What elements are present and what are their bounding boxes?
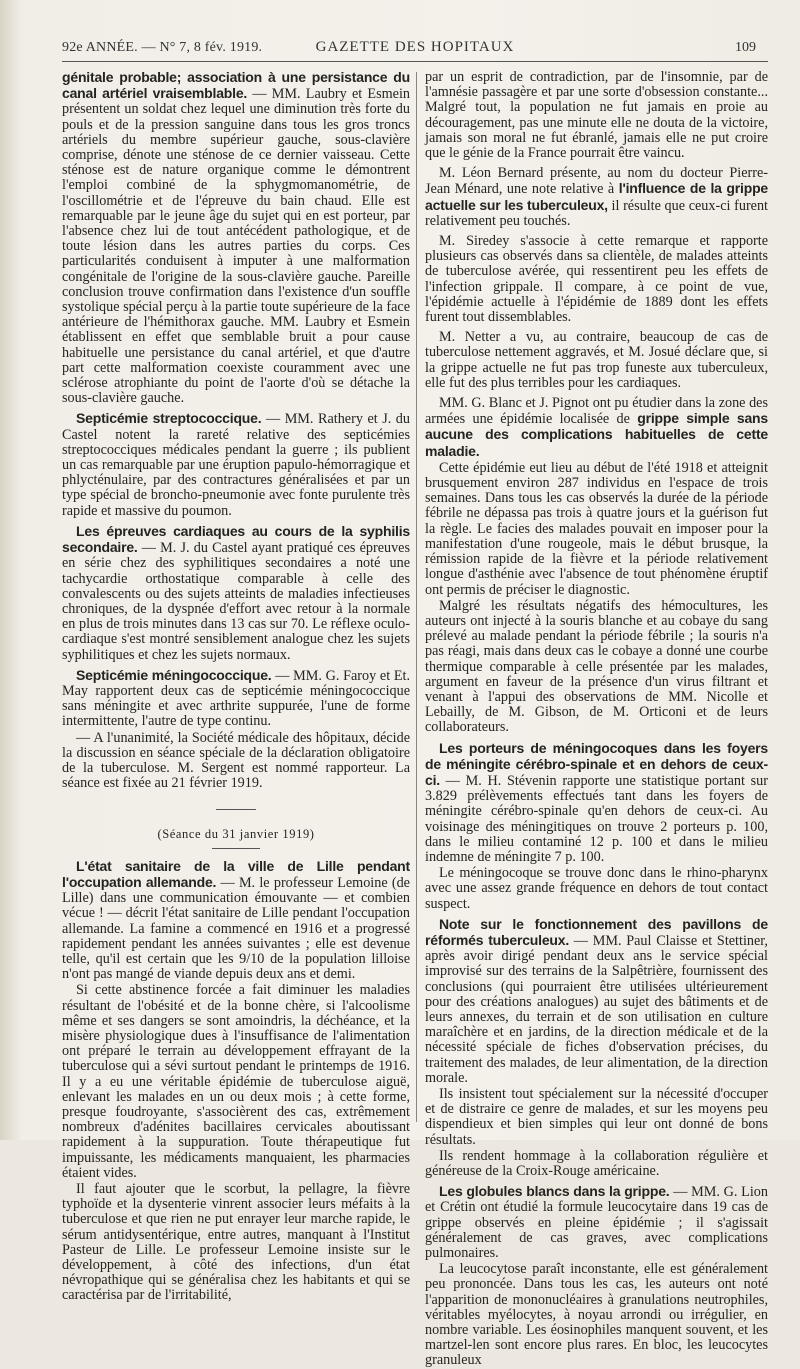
section-separator bbox=[62, 801, 410, 816]
column-divider bbox=[416, 72, 417, 1122]
article-stenose bbox=[62, 70, 410, 406]
issue-info: 92e ANNÉE. — N° 7, 8 fév. 1919. bbox=[62, 40, 263, 55]
page-number: 109 bbox=[735, 40, 756, 55]
article-grippe-tuberculeux bbox=[425, 166, 768, 229]
article-text: — M. H. Stévenin rapporte une statistique portant sur 3.829 prélèvements effectués tant dans les foyers de méningite cérébro-spinale qu'en dehors de ceux-ci. Au voisinage des méningitiques on trouve 2 porteurs p. 100, dans le milieu contaminé 12 p. 100 et dans le milieu indemne de méningite 7 p. 100. bbox=[425, 772, 768, 865]
header-rule bbox=[62, 61, 768, 62]
announcement-paragraph: — A l'unanimité, la Société médicale des hôpitaux, décide la discussion en séance spéciale de la déclaration obligatoire de la tuberculose. M. Sergent est nommé rapporteur. La séance est fixée au 21 février 1919. bbox=[62, 729, 410, 792]
article-heading: Septicémie méningococcique. bbox=[76, 666, 272, 683]
article-text: MM. G. Blanc et J. Pignot ont pu étudier dans la zone des armées une épidémie localisée de bbox=[425, 395, 768, 428]
paragraph: Si cette abstinence forcée a fait diminuer les maladies résultant de l'obésité et de la bonne chère, si l'alcoolisme même et ses dangers se sont amoindris, la déchéance, et la misère physiologique dues à l'insuffisance de l'alimentation ont préparé le terrain au développement effrayant de la tuberculose qui a sévi surtout pendant le printemps de 1916. Il y a eu une véritable épidémie de tuberculose aiguë, enlevant les malades en un ou deux mois ; à cette forme, presque foudroyante, s'associèrent des cas, extrêmement nombreux d'adénites bacillaires cervicales aboutissant rapidement à la suppuration. Toute thérapeutique fut impuissante, les médicaments manquaient, les pharmacies étaient vides. bbox=[62, 982, 410, 1181]
article-text: — MM. Rathery et J. du Castel notent la rareté relative des septicémies streptococciques médicales pendant la guerre ; ils publient un cas remarquable par une éruption papulo-hémorragique et phlycténulaire, par des contractures généralisées et par un type spécial de broncho-pneumonie avec fonte purulente très rapide et massive du poumon. bbox=[62, 411, 410, 519]
article-heading: grippe simple sans aucune des complications habituelles de cette maladie. bbox=[425, 410, 768, 459]
article-text: — MM. G. Lion et Crétin ont étudié la formule leucocytaire dans 19 cas de grippe observés en pleine épidémie ; il s'agissait généralement de cas graves, avec complications pulmonaires. bbox=[425, 1184, 768, 1262]
article-text: — MM. Laubry et Esmein présentent un soldat chez lequel une diminution très forte du pouls et de la pression sanguine dans tous les gros troncs artériels du membre supérieur gauche, sous-clavière comprise, dénote une sténose de ce dernier vaisseau. Cette sténose est de nature organique comme le démontrent l'emploi combiné de la sphygmomanométrie, de l'oscillométrie et de l'épreuve du bain chaud. Elle est remarquable par le jeune âge du sujet qui en est porteur, par l'absence chez lui de tout antécédent pathologique, et de toute lésion dans les autres parties du corps. Ces particularités conduisent à imputer à une malformation congénitale de l'origine de la sous-clavière gauche. Pareille conclusion trouve confirmation dans l'existence d'un souffle systolique spécial perçu à la partie toute supérieure de la face antérieure de l'hémithorax gauche. MM. Laubry et Esmein établissent en effet que semblable bruit a pour cause habituelle une persistance du canal artériel, et que d'autre part cette malformation coexiste couramment avec une sclérose atrophiante du point de l'aorte d'où se détache la sous-clavière gauche. bbox=[62, 86, 410, 407]
paragraph: Il faut ajouter que le scorbut, la pellagre, la fièvre typhoïde et la dysenterie vinrent associer leurs méfaits à la tuberculose et que rien ne put enrayer leur marche rapide, le sérum antidysentérique, entre autres, manquant à l'Institut Pasteur de Lille. Le professeur Lemoine insiste sur le développement, à côté des infections, d'un état névropathique qui se généralisa chez les habitants et qui se caractérisa par de l'irritabilité, bbox=[62, 1181, 410, 1304]
article-text: — M. J. du Castel ayant pratiqué ces épreuves en série chez des syphilitiques secondaires a noté une tachycardie orthostatique comparable à celle des convalescents ou des sujets atteints de maladies infectieuses chroniques, de la dyspnée d'effort avec retour à la normale en plus de trois minutes dans 13 cas sur 70. Le réflexe oculo-cardiaque s'est montré sensiblement analogue chez les sujets syphilitiques et chez les sujets normaux. bbox=[62, 540, 410, 663]
paragraph: par un esprit de contradiction, par de l'insomnie, par de l'amnésie passagère et par une sorte d'obsession constante... Malgré tout, la population ne fut jamais en proie au découragement, pas une minute elle ne douta de la victoire, jamais son moral ne fut ébranlé, jamais elle ne put croire que le génie de la France pourrait être vaincu. bbox=[425, 69, 768, 162]
article-epreuves-cardiaques bbox=[62, 524, 410, 663]
journal-title: GAZETTE DES HOPITAUX bbox=[315, 39, 515, 55]
article-lille bbox=[62, 859, 410, 983]
article-heading: Septicémie streptococcique. bbox=[76, 410, 262, 427]
article-heading: Les épreuves cardiaques au cours de la syphilis secondaire. bbox=[62, 522, 410, 556]
article-heading: Note sur le fonctionnement des pavillons de réformés tuberculeux. bbox=[425, 915, 768, 948]
right-column bbox=[425, 69, 769, 1369]
article-grippe-simple bbox=[425, 396, 768, 460]
paragraph: M. Siredey s'associe à cette remarque et rapporte plusieurs cas observés dans sa clientèle, de malades atteints de tuberculose avérée, qui ressentirent peu les effets de l'infection grippale. Il compare, à ce point de vue, l'épidémie actuelle à l'épidémie de 1889 dont les effets furent tout dissemblables. bbox=[425, 233, 768, 326]
paragraph: M. Netter a vu, au contraire, beaucoup de cas de tuberculose nettement aggravés, et M. Josué déclare que, si la grippe actuelle ne fut pas trop funeste aux tuberculeux, elle fut des plus terribles pour les cardiaques. bbox=[425, 329, 768, 391]
paragraph: Ils rendent hommage à la collaboration régulière et généreuse de la Croix-Rouge américaine. bbox=[425, 1147, 768, 1180]
paragraph: Cette épidémie eut lieu au début de l'été 1918 et atteignit brusquement environ 287 individus en l'espace de trois semaines. Dans tous les cas observés la durée de la période fébrile ne dépassa pas trois à quatre jours et la guérison fut la règle. Le facies des malades pouvait en imposer pour la manifestation d'une rougeole, mais le début brusque, la rémission rapide de la fièvre et la période relativement longue d'asthénie avec l'absence de tout phénomène éruptif ont permis de préciser le diagnostic. bbox=[425, 459, 768, 598]
article-heading: génitale probable; association à une persistance du canal artériel vraisemblable. bbox=[62, 69, 410, 102]
article-heading: l'influence de la grippe actuelle sur les tuberculeux, bbox=[425, 180, 769, 213]
article-heading: L'état sanitaire de la ville de Lille pendant l'occupation allemande. bbox=[62, 857, 410, 890]
article-text: — MM. Paul Claisse et Stettiner, après avoir dirigé pendant deux ans le service spécial improvisé sur des terrains de la Salpêtrière, fournissent des conclusions (qui pourraient être utilisées ultérieurement pour des créations analogues) au sujet des bâtiments et de leurs annexes, du terrain et de son utilisation en culture maraîchère et en jardins, de la direction médicale et de la nécessité spéciale de fiches d'observation précises, du traitement des malades, de leur alimentation, de la direction morale. bbox=[425, 932, 768, 1086]
article-septicemie-meningo bbox=[62, 668, 410, 730]
article-pavillons-reformes bbox=[425, 917, 768, 1086]
article-text: — MM. G. Faroy et Et. May rapportent deux cas de septicémie méningococcique sans méningite et avec arthrite suppurée, l'une de forme intermittente, l'autre de type continu. bbox=[62, 667, 410, 730]
article-text: il résulte que ceux-ci furent relativement peu touchés. bbox=[425, 197, 768, 229]
article-heading: Les porteurs de méningocoques dans les foyers de méningite cérébro-spinale et en dehors de ceux-ci. bbox=[425, 739, 768, 788]
article-text: M. Léon Bernard présente, au nom du docteur Pierre-Jean Ménard, une note relative à bbox=[425, 165, 768, 198]
short-rule bbox=[212, 848, 260, 849]
article-porteurs-meningocoques bbox=[425, 741, 768, 866]
article-septicemie-strepto bbox=[62, 411, 410, 518]
article-globules-blancs bbox=[425, 1184, 768, 1261]
paragraph: Malgré les résultats négatifs des hémocultures, les auteurs ont injecté à la souris blanche et au cobaye du sang prélevé au malade pendant la période fébrile ; la souris n'a pas réagi, mais dans deux cas le cobaye a donné une courbe thermique comparable à celle présentée par les malades, argument en faveur de la présence d'un virus filtrant et venant à l'appui des observations de MM. Nicolle et Lebailly, de M. Gibson, de M. Orticoni et de leurs collaborateurs. bbox=[425, 597, 768, 736]
session-date: (Séance du 31 janvier 1919) bbox=[157, 826, 315, 841]
left-column bbox=[62, 69, 410, 1304]
article-text: — M. le professeur Lemoine (de Lille) dans une communication émouvante — et combien vécue ! — décrit l'état sanitaire de Lille pendant l'occupation allemande. La famine a commencé en 1916 et a progressé rapidement pendant les années suivantes ; elle est devenue telle, qu'il est certain que les 9/10 de la population lilloise n'ont pas mangé de viande depuis deux ans et demi. bbox=[62, 874, 410, 983]
page-header bbox=[58, 38, 772, 60]
paragraph: Le méningocoque se trouve donc dans le rhino-pharynx avec une assez grande fréquence en dehors de tout contact suspect. bbox=[425, 865, 768, 912]
paragraph: Ils insistent tout spécialement sur la nécessité d'occuper et de distraire ce genre de malades, et sur les moyens peu dispendieux et bien simples qui leur ont donné de bons résultats. bbox=[425, 1086, 768, 1148]
paragraph: La leucocytose paraît inconstante, elle est généralement peu prononcée. Dans tous les cas, les auteurs ont noté l'apparition de mononucléaires à granulations neutrophiles, véritables myélocytes, à noyau arrondi ou irrégulier, en nombre variable. Les éosinophiles manquent souvent, et les martzel-len sont encore plus rares. En bloc, les leucocytes granuleux bbox=[425, 1261, 768, 1369]
article-heading: Les globules blancs dans la grippe. bbox=[439, 1183, 670, 1200]
